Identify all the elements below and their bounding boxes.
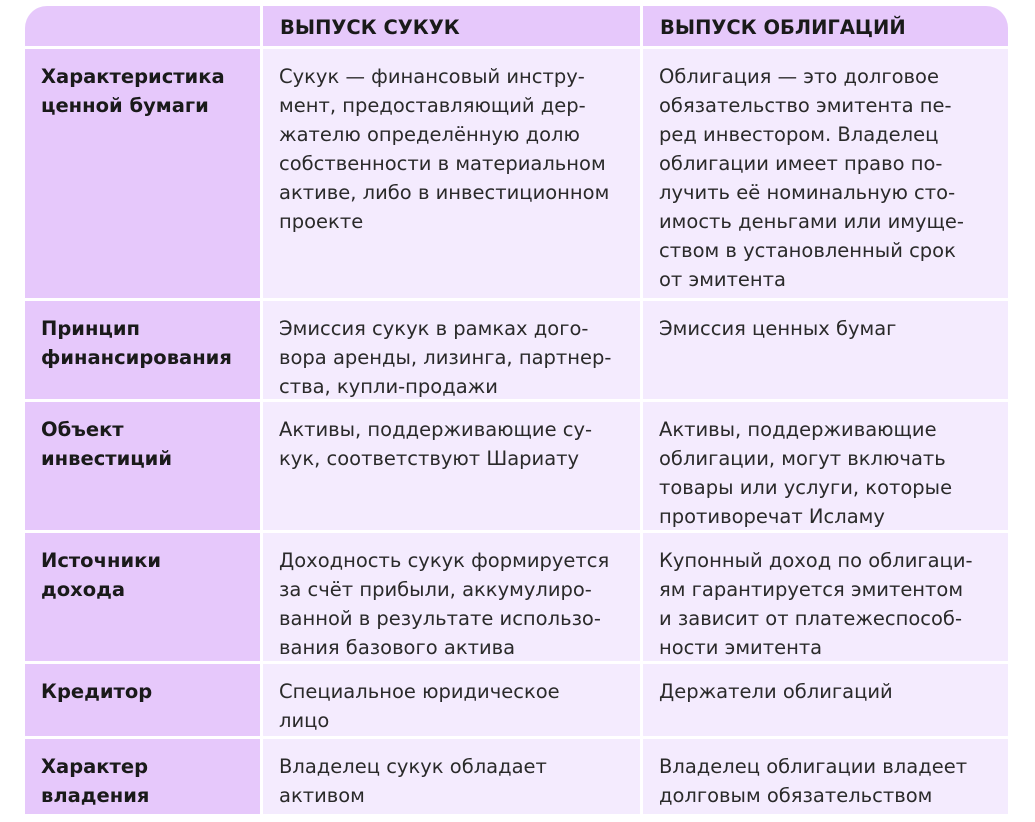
- row-label-financing-principle: Принцип финансирования: [25, 301, 263, 402]
- row-sukuk-ownership-nature: Владелец сукук обладает активом: [263, 739, 643, 817]
- comparison-table: [25, 6, 1008, 817]
- row-sukuk-investment-object: Активы, поддерживающие су- кук, соответствуют Шариату: [263, 402, 643, 533]
- row-sukuk-creditor: Специальное юридическое лицо: [263, 664, 643, 739]
- row-bonds-financing-principle: Эмиссия ценных бумаг: [643, 301, 1008, 402]
- row-sukuk-financing-principle: Эмиссия сукук в рамках дого- вора аренды, лизинга, партнер- ства, купли-продажи: [263, 301, 643, 402]
- header-corner-cell: [25, 6, 263, 49]
- row-sukuk-security-characteristic: Сукук — финансовый инстру- мент, предоставляющий дер- жателю определённую долю собственности в материальном активе, либо в инвестиционном проекте: [263, 49, 643, 301]
- row-label-ownership-nature: Характер владения: [25, 739, 263, 817]
- row-bonds-investment-object: Активы, поддерживающие облигации, могут включать товары или услуги, которые противоречат Исламу: [643, 402, 1008, 533]
- row-bonds-security-characteristic: Облигация — это долговое обязательство эмитента пе- ред инвестором. Владелец облигации имеет право по- лучить её номинальную сто- имость деньгами или имуще- ством в установленный срок от эмитента: [643, 49, 1008, 301]
- row-label-investment-object: Объект инвестиций: [25, 402, 263, 533]
- header-bonds: ВЫПУСК ОБЛИГАЦИЙ: [643, 6, 1008, 49]
- row-label-income-sources: Источники дохода: [25, 533, 263, 664]
- row-label-creditor: Кредитор: [25, 664, 263, 739]
- row-bonds-creditor: Держатели облигаций: [643, 664, 1008, 739]
- row-label-security-characteristic: Характеристика ценной бумаги: [25, 49, 263, 301]
- row-bonds-income-sources: Купонный доход по облигаци- ям гарантируется эмитентом и зависит от платежеспособ- ности эмитента: [643, 533, 1008, 664]
- row-bonds-ownership-nature: Владелец облигации владеет долговым обязательством: [643, 739, 1008, 817]
- row-sukuk-income-sources: Доходность сукук формируется за счёт прибыли, аккумулиро- ванной в результате использо- вания базового актива: [263, 533, 643, 664]
- header-sukuk: ВЫПУСК СУКУК: [263, 6, 643, 49]
